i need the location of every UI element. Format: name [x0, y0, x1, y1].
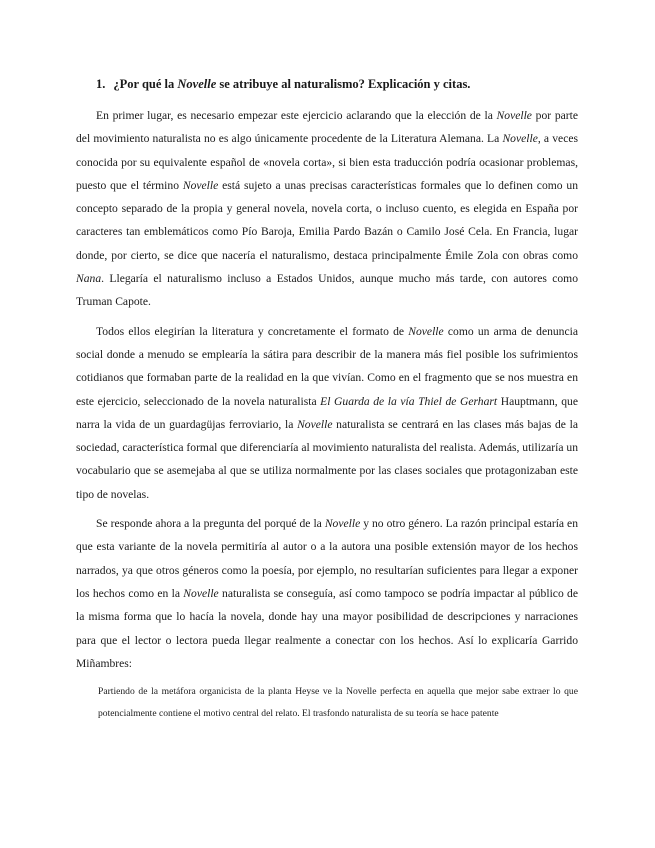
body-paragraph — [76, 104, 578, 314]
text-run: y no otro género. La razón principal estaría en que esta variante de la novela permitiría al autor o a la autora una posible extensión mayor de los hechos narrados, ya que otros géneros como la poesía, por ejemplo, no resultarían suficientes para llegar a exponer los hechos como en la — [76, 517, 578, 600]
text-run: naturalista se centrará en las clases más bajas de la sociedad, característica formal que diferenciaría al movimiento naturalista del realista. Además, utilizaría un vocabulario que se asemejaba al que se utiliza normalmente por las clases sociales que protagonizaban este tipo de novelas. — [76, 417, 578, 501]
heading-italic-term: Novelle — [177, 77, 217, 91]
text-run: por parte del movimiento naturalista no es algo únicamente procedente de la Literatura Alemana. La — [76, 109, 578, 146]
heading-text-after: se atribuye al naturalismo? Explicación y citas. — [219, 77, 471, 91]
text-run: Todos ellos elegirían la literatura y concretamente el formato de — [96, 324, 409, 338]
italic-text: Novelle — [182, 178, 219, 192]
text-run: está sujeto a unas precisas características formales que lo definen como un concepto separado de la propia y general novela, novela corta, o incluso cuento, es elegida en España por caracteres tan emblemáticos como Pío Baroja, Emilia Pardo Bazán o Camilo José Cela. En Francia, lugar donde, por cierto, se dice que nacería el naturalismo, destaca principalmente Émile Zola con obras como — [76, 178, 579, 262]
italic-text: Nana — [76, 272, 102, 286]
italic-text: Novelle — [496, 109, 532, 122]
heading-text-before: ¿Por qué la — [113, 77, 175, 91]
italic-text: Novelle — [408, 324, 444, 338]
paragraph-container — [76, 104, 578, 675]
document-body — [76, 72, 578, 724]
block-quote: Partiendo de la metáfora organicista de la planta Heyse ve la Novelle perfecta en aquella que mejor sabe extraer lo que potencialmente contiene el motivo central del relato. El trasfondo naturalista de su teoría se hace patente — [98, 686, 578, 719]
text-run: . Llegaría el naturalismo incluso a Estados Unidos, aunque mucho más tarde, con autores como Truman Capote. — [76, 272, 578, 309]
text-run: En primer lugar, es necesario empezar este ejercicio aclarando que la elección de la — [96, 109, 497, 122]
text-run: como un arma de denuncia social donde a menudo se emplearía la sátira para describir de la manera más fiel posible los sufrimientos cotidianos que formaban parte de la realidad en la que vivían. Como en el fragmento que se nos muestra en este ejercicio, seleccionado de la novela naturalista — [76, 324, 578, 408]
text-run: Hauptmann, que narra la vida de un guardagüjas ferroviario, la — [76, 394, 579, 431]
italic-text: Novelle — [324, 517, 361, 531]
italic-text: Novelle — [297, 417, 333, 431]
italic-text: El Guarda de la vía Thiel de Gerhart — [320, 394, 498, 408]
section-heading — [96, 72, 578, 96]
italic-text: Novelle — [183, 586, 219, 600]
text-run: , a veces conocida por su equivalente español de «novela corta», si bien esta traducción podría ocasionar problemas, puesto que el término — [76, 132, 578, 192]
heading-number: 1. — [96, 77, 106, 91]
body-paragraph — [76, 320, 578, 506]
text-run: Se responde ahora a la pregunta del porqué de la — [96, 517, 325, 531]
text-run: naturalista se conseguía, así como tampoco se podría impactar al público de la misma forma que lo hacía la novela, donde hay una mayor posibilidad de descripciones y narraciones para que el lector o lectora pueda llegar realmente a conectar con los hechos. Así lo explicaría Garrido Miñambres: — [76, 586, 578, 670]
body-paragraph — [76, 512, 578, 675]
italic-text: Novelle — [502, 132, 538, 146]
